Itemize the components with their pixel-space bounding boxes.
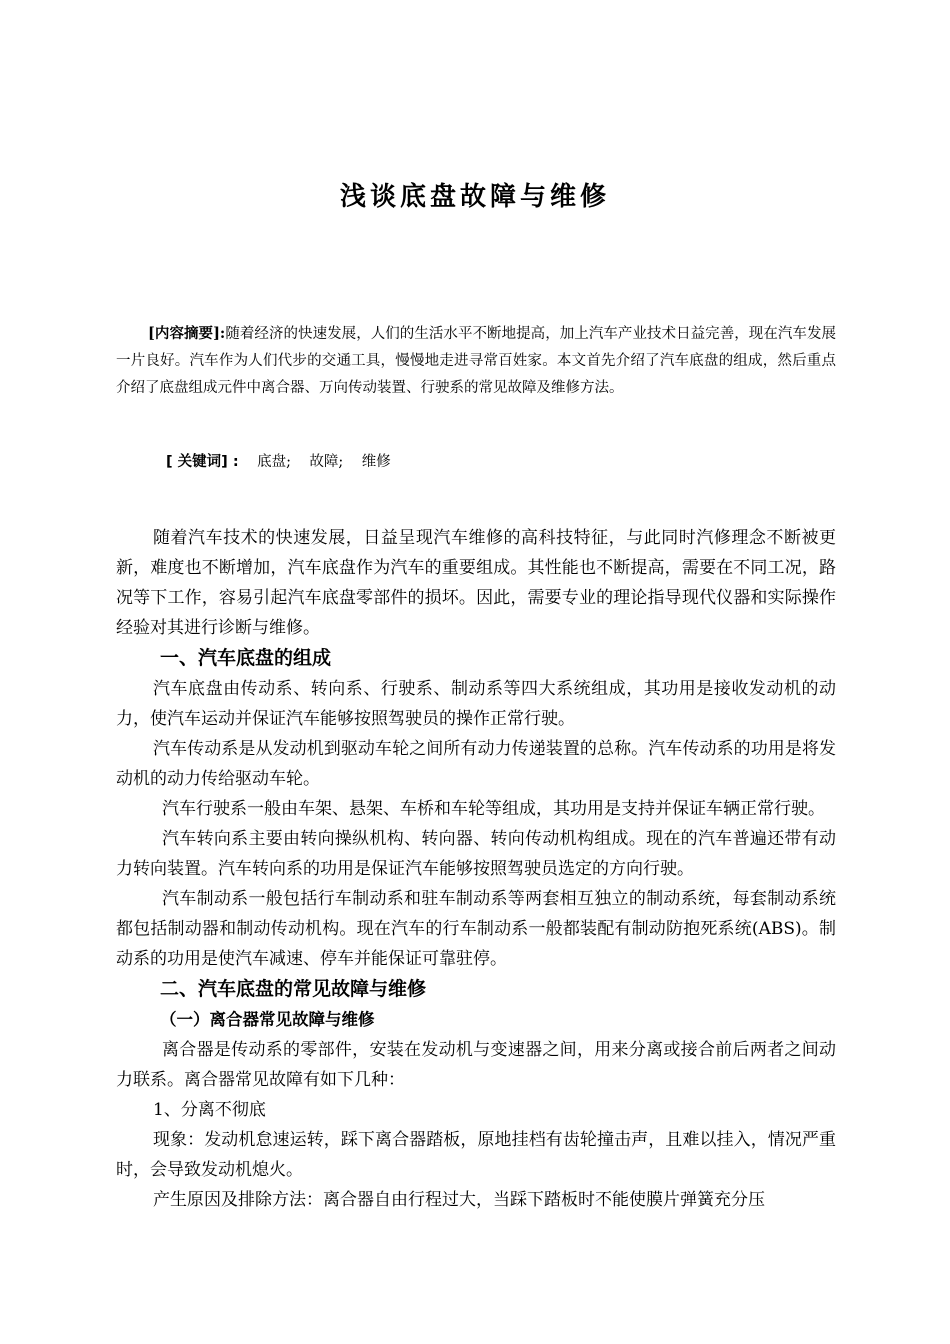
paragraph: 1、分离不彻底 — [153, 1100, 266, 1120]
section-heading: 二、汽车底盘的常见故障与维修 — [160, 978, 427, 1000]
keywords — [166, 449, 391, 476]
page-title: 浅谈底盘故障与维修 — [339, 182, 610, 212]
paragraph: 汽车行驶系一般由车架、悬架、车桥和车轮等组成，其功用是支持并保证车辆正常行驶。 — [162, 799, 825, 819]
intro-paragraph: 随着汽车技术的快速发展，日益呈现汽车维修的高科技特征，与此同时汽修理念不断被更新，难度也不断增加，汽车底盘作为汽车的重要组成。其性能也不断提高，需要在不同工况，路况等下工作，容易引起汽车底盘零部件的损坏。因此，需要专业的理论指导现代仪器和实际操作经验对其进行诊断与维修。 — [116, 528, 836, 638]
keyword-item: 维修 — [361, 454, 391, 470]
abstract — [116, 320, 836, 402]
keywords-label: [ 关键词] : — [166, 454, 239, 470]
body-text — [116, 523, 836, 1215]
paragraph: 现象：发动机怠速运转，踩下离合器踏板，原地挂档有齿轮撞击声，且难以挂入，情况严重时，会导致发动机熄火。 — [116, 1130, 836, 1180]
subsection-heading: （一）离合器常见故障与维修 — [160, 1010, 375, 1029]
paragraph: 汽车底盘由传动系、转向系、行驶系、制动系等四大系统组成，其功用是接收发动机的动力，使汽车运动并保证汽车能够按照驾驶员的操作正常行驶。 — [116, 679, 836, 729]
abstract-label: [内容摘要]: — [148, 325, 226, 342]
paragraph: 汽车转向系主要由转向操纵机构、转向器、转向传动机构组成。现在的汽车普遍还带有动力转向装置。汽车转向系的功用是保证汽车能够按照驾驶员选定的方向行驶。 — [116, 829, 836, 879]
paragraph: 离合器是传动系的零部件，安装在发动机与变速器之间，用来分离或接合前后两者之间动力联系。离合器常见故障有如下几种： — [116, 1040, 836, 1090]
abstract-text: 随着经济的快速发展，人们的生活水平不断地提高，加上汽车产业技术日益完善，现在汽车发展一片良好。汽车作为人们代步的交通工具，慢慢地走进寻常百姓家。本文首先介绍了汽车底盘的组成，然后重点介绍了底盘组成元件中离合器、万向传动装置、行驶系的常见故障及维修方法。 — [116, 326, 836, 396]
section-heading: 一、汽车底盘的组成 — [160, 647, 332, 669]
keyword-item: 故障; — [309, 454, 344, 470]
paragraph: 汽车制动系一般包括行车制动系和驻车制动系等两套相互独立的制动系统，每套制动系统都包括制动器和制动传动机构。现在汽车的行车制动系一般都装配有制动防抱死系统(ABS)。制动系的功用是使汽车减速、停车并能保证可靠驻停。 — [116, 889, 836, 969]
paragraph: 汽车传动系是从发动机到驱动车轮之间所有动力传递装置的总称。汽车传动系的功用是将发动机的动力传给驱动车轮。 — [116, 739, 836, 789]
paragraph: 产生原因及排除方法：离合器自由行程过大，当踩下踏板时不能使膜片弹簧充分压 — [153, 1190, 765, 1210]
keyword-item: 底盘; — [257, 454, 291, 470]
